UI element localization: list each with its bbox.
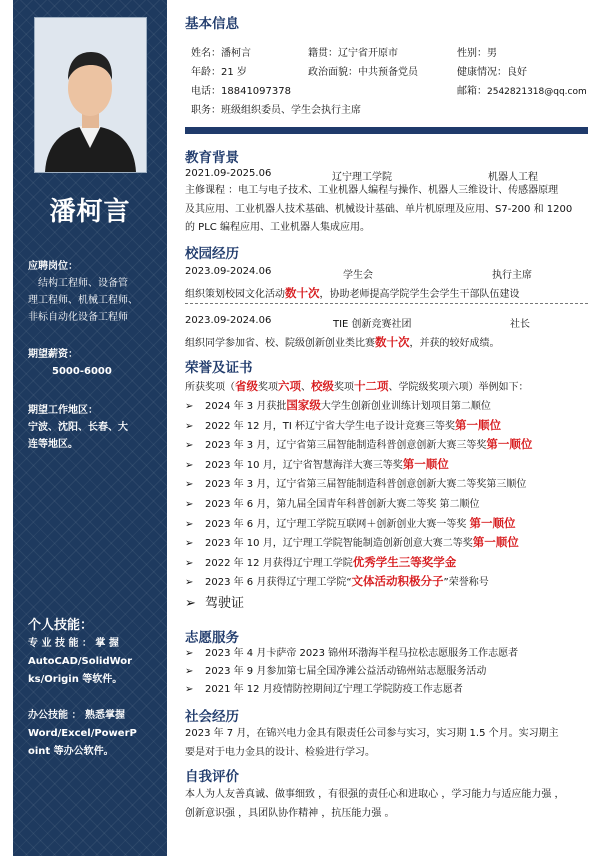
salary-section <box>28 346 156 380</box>
self-eval-text <box>185 786 585 823</box>
honors-title: 荣誉及证书 <box>185 360 253 376</box>
summary-c: 奖项 <box>258 382 278 393</box>
region-line: 宁波、沈阳、长春、大 <box>28 422 128 433</box>
item-text: 2023 年 3 月，辽宁省第三届智能制造科普创意创新大赛三等奖 <box>205 440 487 452</box>
item-highlight: 文体活动积极分子 <box>351 574 444 589</box>
list-item <box>185 514 595 534</box>
basic-politics: 政治面貌：中共预备党员 <box>308 67 418 78</box>
skill-line: AutoCAD/SolidWor <box>28 656 133 667</box>
social-line: 2023 年 7 月，在锦兴电力金具有限责任公司参与实习，实习期 1.5 个月。实习期主 <box>185 728 559 739</box>
arrow-bullet-icon: ➢ <box>185 577 194 589</box>
list-item <box>185 455 595 475</box>
arrow-bullet-icon: ➢ <box>185 684 194 695</box>
list-item <box>185 572 595 592</box>
arrow-bullet-icon: ➢ <box>185 518 194 530</box>
item-text: 2023 年 4 月卡萨帝 2023 锦州环渤海半程马拉松志愿服务工作志愿者 <box>205 648 519 659</box>
campus-title: 校园经历 <box>185 246 239 262</box>
salary-value: 5000-6000 <box>52 366 112 377</box>
list-item <box>185 663 595 681</box>
arrow-bullet-icon: ➢ <box>185 401 194 412</box>
basic-health: 健康情况：良好 <box>457 67 527 78</box>
list-item <box>185 396 595 416</box>
skill-line: ks/Origin 等软件。 <box>28 674 123 685</box>
basic-info-title: 基本信息 <box>185 16 239 32</box>
item-text: 2023 年 10 月，辽宁省智慧海洋大赛三等奖 <box>205 459 403 471</box>
basic-email <box>457 82 587 97</box>
self-eval-line: 创新意识强 ，具团队协作精神 ，抗压能力强 。 <box>185 807 395 819</box>
campus1-org: 学生会 <box>343 270 373 281</box>
summary-d: 六项 <box>278 379 301 393</box>
item-text: 2024 年 3 月获批 <box>205 401 287 412</box>
basic-name: 姓名：潘柯言 <box>191 48 251 59</box>
job-line: 理工程师、机械工程师、 <box>28 295 138 306</box>
section-divider-bar <box>185 127 588 134</box>
edu-school: 辽宁理工学院 <box>332 172 392 183</box>
item-text: 2022 年 12 月，TI 杯辽宁省大学生电子设计竞赛三等奖 <box>205 420 455 432</box>
license-text: 驾驶证 <box>205 595 245 611</box>
campus2-desc-highlight: 数十次 <box>375 335 410 349</box>
skill-line: 办公技能 ： 熟悉掌握 <box>28 710 125 721</box>
list-item <box>185 681 595 699</box>
arrow-bullet-icon: ➢ <box>185 557 194 569</box>
region-section <box>28 402 156 453</box>
job-label: 应聘岗位： <box>28 261 78 272</box>
list-item-license <box>185 592 595 616</box>
skills-section <box>28 617 156 761</box>
item-text: 2023 年 6 月，第九届全国青年科普创新大赛二等奖 第二顺位 <box>205 498 480 510</box>
profile-photo <box>34 17 147 173</box>
list-item <box>185 553 595 573</box>
summary-f: 校级 <box>311 379 334 393</box>
email-value: 2542821318@qq.com <box>487 87 587 97</box>
item-text: 2023 年 6 月获得辽宁理工学院“ <box>205 577 352 589</box>
skill-line: 专 业 技 能 ： 掌 握 <box>28 638 119 649</box>
skill-line: Word/Excel/PowerP <box>28 728 137 739</box>
item-text-post: ”荣誉称号 <box>443 577 489 589</box>
skills-title: 个人技能： <box>28 618 94 633</box>
volunteer-title: 志愿服务 <box>185 630 239 646</box>
list-item <box>185 416 595 436</box>
job-line: 非标自动化设备工程师 <box>28 312 128 323</box>
summary-e: 、 <box>301 382 311 393</box>
edu-major: 机器人工程 <box>488 172 538 183</box>
social-title: 社会经历 <box>185 709 239 725</box>
self-eval-line: 本人为人友善真诚、做事细致 ，有很强的责任心和进取心 ，学习能力与适应能力强 ， <box>185 789 565 800</box>
campus1-desc-c: ，协助老师提高学院学生会学生干部队伍建设 <box>319 289 520 300</box>
edu-period: 2021.09-2025.06 <box>185 168 272 179</box>
campus2-desc-a: 组织同学参加省、校、院级创新创业类比赛 <box>185 338 375 349</box>
item-highlight: 第一顺位 <box>454 417 501 432</box>
education-title: 教育背景 <box>185 150 239 166</box>
item-text: 2021 年 12 月疫情防控期间辽宁理工学院防疫工作志愿者 <box>205 684 463 695</box>
campus1-desc <box>185 285 520 301</box>
campus2-role: 社长 <box>510 319 530 330</box>
summary-h: 十二项 <box>354 379 389 393</box>
arrow-bullet-icon: ➢ <box>185 479 194 491</box>
email-label: 邮箱： <box>457 86 487 97</box>
campus2-desc-c: ，并获的较好成绩。 <box>409 338 500 349</box>
salary-label: 期望薪资： <box>28 349 78 360</box>
arrow-bullet-icon: ➢ <box>185 666 194 677</box>
campus1-role: 执行主席 <box>492 270 532 281</box>
item-highlight: 第一顺位 <box>486 437 533 452</box>
arrow-bullet-icon: ➢ <box>185 538 194 550</box>
job-line: 结构工程师、设备管 <box>38 278 128 289</box>
basic-duty: 职务：班级组织委员、学生会执行主席 <box>191 105 361 116</box>
campus1-desc-a: 组织策划校园文化活动 <box>185 289 285 300</box>
campus2-desc <box>185 334 500 350</box>
region-label: 期望工作地区： <box>28 405 98 416</box>
item-highlight: 优秀学生三等奖学金 <box>352 554 457 569</box>
sidebar <box>13 0 167 856</box>
honors-summary <box>185 378 529 394</box>
job-section <box>28 258 156 326</box>
summary-i: 、学院级奖项六项）举例如下： <box>388 382 529 393</box>
arrow-bullet-icon: ➢ <box>185 498 194 510</box>
item-text: 2023 年 10 月，辽宁理工学院智能制造创新创意大赛二等奖 <box>205 538 473 550</box>
arrow-bullet-icon: ➢ <box>185 459 194 471</box>
summary-g: 奖项 <box>334 382 354 393</box>
item-highlight: 第一顺位 <box>472 535 519 550</box>
region-line: 连等地区。 <box>28 439 78 450</box>
honors-list <box>185 396 595 616</box>
summary-b: 省级 <box>235 379 258 393</box>
campus-dashed-divider <box>185 303 588 304</box>
basic-phone: 电话：18841097378 <box>191 86 291 97</box>
item-highlight: 第一顺位 <box>469 515 516 530</box>
edu-courses <box>185 182 585 238</box>
item-text: 2022 年 12 月获得辽宁理工学院 <box>205 557 353 569</box>
summary-a: 所获奖项（ <box>185 382 235 393</box>
list-item <box>185 494 595 514</box>
list-item <box>185 645 595 663</box>
item-text: 2023 年 3 月，辽宁省第三届智能制造科普创意创新大赛二等奖第三顺位 <box>205 479 527 491</box>
campus1-period: 2023.09-2024.06 <box>185 266 272 277</box>
item-highlight: 国家级 <box>286 398 321 412</box>
campus2-org: TIE 创新竞赛社团 <box>333 319 412 330</box>
item-text: 2023 年 6 月，辽宁理工学院互联网＋创新创业大赛一等奖 <box>205 518 470 530</box>
item-text: 2023 年 9 月参加第七届全国净滩公益活动锦州站志愿服务活动 <box>205 666 487 677</box>
item-highlight: 第一顺位 <box>402 456 449 471</box>
self-eval-title: 自我评价 <box>185 769 239 785</box>
edu-course-line: 的 PLC 编程应用、工业机器人集成应用。 <box>185 222 370 233</box>
campus1-desc-highlight: 数十次 <box>285 286 320 300</box>
social-text <box>185 725 585 762</box>
list-item <box>185 474 595 494</box>
arrow-bullet-icon: ➢ <box>185 440 194 452</box>
skill-line: oint 等办公软件。 <box>28 746 114 757</box>
social-line: 要是对于电力金具的设计、检验进行学习。 <box>185 746 375 758</box>
basic-age: 年龄：21 岁 <box>191 67 247 78</box>
basic-origin: 籍贯：辽宁省开原市 <box>308 48 398 59</box>
list-item <box>185 533 595 553</box>
arrow-bullet-icon: ➢ <box>185 648 194 659</box>
edu-course-line: 及其应用、工业机器人技术基础、机械设计基础、单片机原理及应用、S7-200 和 1200 <box>185 203 573 215</box>
person-portrait-icon <box>35 18 146 172</box>
basic-gender: 性别：男 <box>457 48 497 59</box>
arrow-bullet-icon: ➢ <box>185 420 194 432</box>
volunteer-list <box>185 645 595 699</box>
campus2-period: 2023.09-2024.06 <box>185 315 272 326</box>
list-item <box>185 435 595 455</box>
item-text-post: 大学生创新创业训练计划项目第二顺位 <box>320 401 491 412</box>
edu-course-line: 主修课程 ：电工与电子技术、工业机器人编程与操作、机器人三维设计、传感器原理 <box>185 185 559 196</box>
arrow-bullet-icon: ➢ <box>185 595 196 611</box>
candidate-name: 潘柯言 <box>49 197 131 227</box>
